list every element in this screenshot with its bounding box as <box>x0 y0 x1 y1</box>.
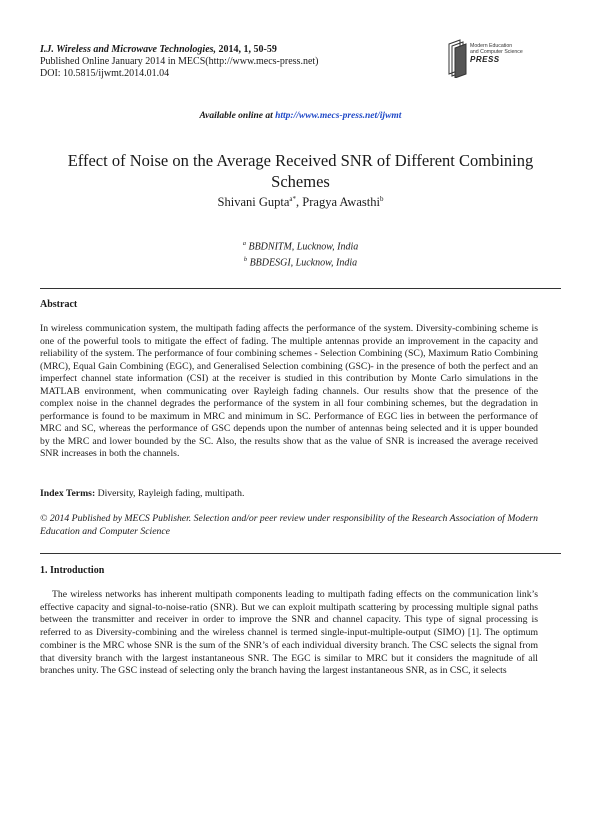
abstract-heading: Abstract <box>40 299 78 310</box>
index-terms-text: Diversity, Rayleigh fading, multipath. <box>95 488 245 499</box>
introduction-text: The wireless networks has inherent multipath components leading to multipath fading effects on the communication link’s effective capacity and signal-to-noise-ratio (SNR). But we can exploit multipath scattering by processing multiple signal paths between the transmitter and receiver in order to improve the SNR and channel capacity. This type of signal processing is referred to as Diversity-combining and the wireless channel is termed single-input-multiple-output (SIMO) [1]. The optimum combiner is the MRC whose SNR is the sum of the SNR’s of each individual diversity branch. The CSC selects the signal from that diversity branch with the largest instantaneous SNR. The EGC is similar to MRC but it considers the magnitude of all branches unity. The GSC instead of selecting only the branch having the largest instantaneous SNR, as in CSC, it selects <box>40 589 538 677</box>
logo-text <box>470 43 523 55</box>
copyright-notice: © 2014 Published by MECS Publisher. Selection and/or peer review under responsibility of the Research Association of Modern Education and Computer Science <box>40 513 538 537</box>
author-list <box>0 195 601 210</box>
affiliation-marker: a <box>242 240 246 247</box>
divider <box>40 288 561 289</box>
author-name: Pragya Awasthi <box>302 195 380 210</box>
author-superscript: a* <box>289 195 297 203</box>
author-superscript: b <box>379 195 384 203</box>
journal-header <box>40 44 480 80</box>
books-icon <box>446 38 470 78</box>
publication-line: Published Online January 2014 in MECS(http://www.mecs-press.net) <box>40 56 319 67</box>
availability-line <box>0 111 601 121</box>
logo-press: PRESS <box>470 55 500 64</box>
logo-line-2: and Computer Science <box>470 49 523 55</box>
abstract-text: In wireless communication system, the multipath fading affects the performance of the system. Diversity-combining scheme is one of the powerful tools to mitigate the effect of fading. The multiple antennas provide an improvement in the capacity and reliability of the system. The performance of four combining schemes - Selection Combining (SC), Maximum Ratio Combining (MRC), Equal Gain Combining (EGC), and Generalised Selection combining (GSC)- in the presence of both the perfect and an imperfect channel state information (CSI) at the receiver is studied in this contribution by Monte Carlo simulations in the MATLAB environment, when communicating over Rayleigh fading channels. Our results show that the presence of the complex noise in the channel degrades the performance of the system in all four combining schemes, but the degradation in performance is found to be maximum in MRC and minimum in SC. Performance of EGC lies in between the performance of MRC and SC, whereas the performance of GSC depends upon the number of antennas being selected and it is upper bounded by the MRC and lower bounded by the SC. Also, the results show that as the value of SNR is increased the average received SNR increases in both the channels. <box>40 323 538 460</box>
journal-citation <box>40 44 480 56</box>
introduction-heading: 1. Introduction <box>40 565 105 576</box>
availability-prefix: Available online at <box>199 111 276 121</box>
publisher-logo <box>446 38 554 82</box>
journal-url-link[interactable]: http://www.mecs-press.net/ijwmt <box>275 111 402 121</box>
doi-line: DOI: 10.5815/ijwmt.2014.01.04 <box>40 68 170 79</box>
affiliation-marker: b <box>243 255 248 263</box>
index-terms <box>40 488 538 499</box>
affiliations <box>0 238 601 270</box>
affiliation-a <box>0 238 601 254</box>
affiliation-b <box>0 254 601 270</box>
journal-name: I.J. Wireless and Microwave Technologies, <box>40 44 217 55</box>
author-name: Shivani Gupta <box>217 195 290 210</box>
author-separator: , <box>296 195 303 210</box>
journal-volume: 2014, 1, 50-59 <box>216 44 277 55</box>
logo-line-1: Modern Education <box>470 43 513 49</box>
affiliation-text: BBDNITM, Lucknow, India <box>245 241 359 253</box>
index-terms-label: Index Terms: <box>40 488 96 499</box>
paper-title: Effect of Noise on the Average Received SNR of Different Combining Schemes <box>67 151 534 191</box>
divider <box>40 553 561 554</box>
affiliation-text: BBDESGI, Lucknow, India <box>247 257 358 269</box>
